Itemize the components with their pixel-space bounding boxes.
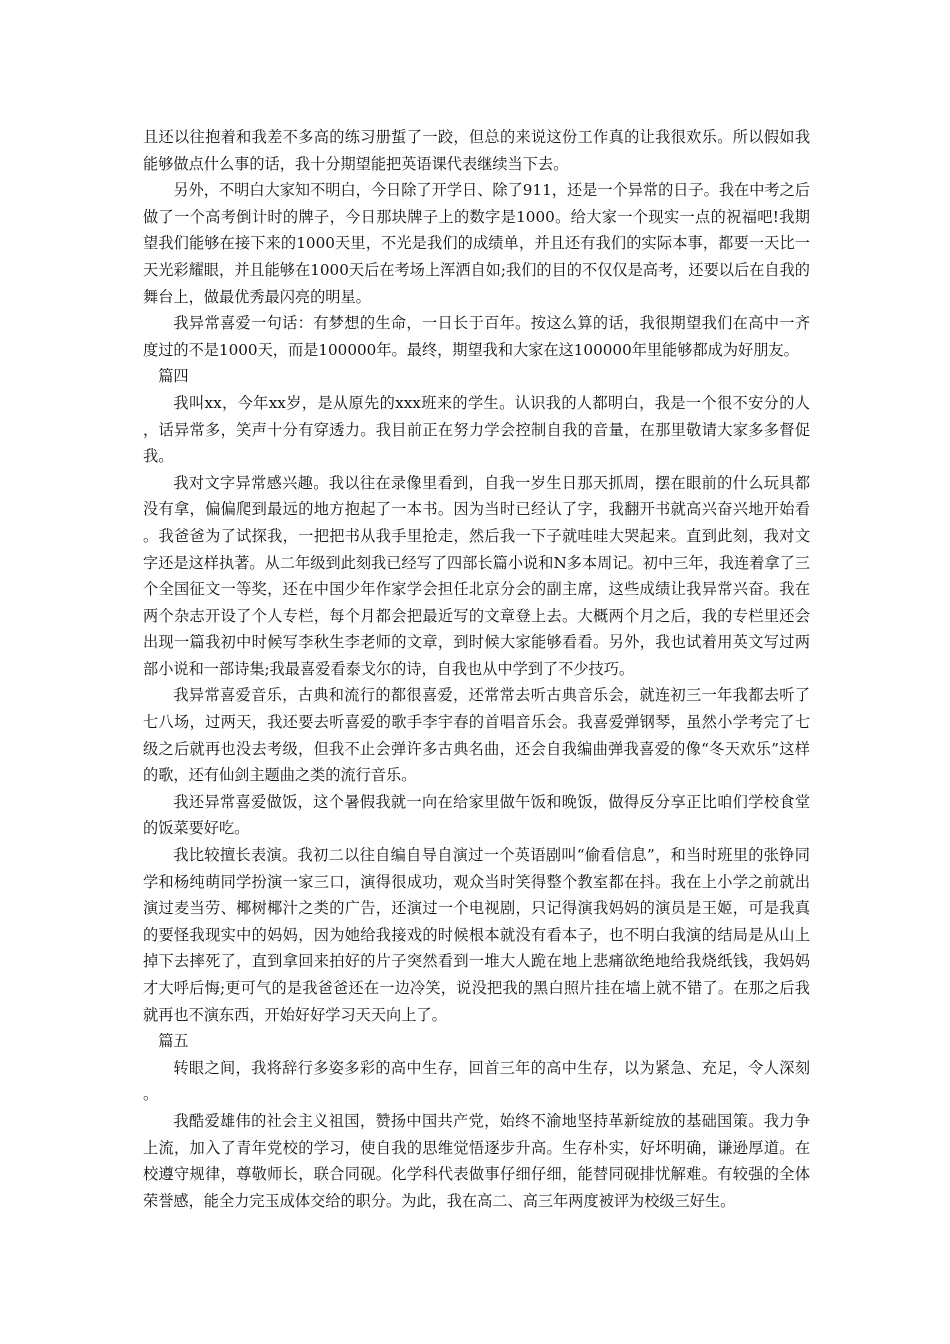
section-heading: 篇五: [158, 1032, 189, 1051]
paragraph: 我对文字异常感兴趣。我以往在录像里看到，自我一岁生日那天抓周，摆在眼前的什么玩具都没有拿，偏偏爬到最远的地方抱起了一本书。因为当时已经认了字，我翻开书就高兴奋兴地开始看。我爸爸为了试探我，一把把书从我手里抢走，然后我一下子就哇哇大哭起来。直到此刻，我对文字还是这样执著。从二年级到此刻我已经写了四部长篇小说和N多本周记。初中三年，我连着拿了三个全国征文一等奖，还在中国少年作家学会担任北京分会的副主席，这些成绩让我异常兴奋。我在两个杂志开设了个人专栏，每个月都会把最近写的文章登上去。大概两个月之后，我的专栏里还会出现一篇我初中时候写李秋生李老师的文章，到时候大家能够看看。另外，我也试着用英文写过两部小说和一部诗集;我最喜爱看泰戈尔的诗，自我也从中学到了不少技巧。: [143, 473, 810, 678]
paragraph: 我比较擅长表演。我初二以往自编自导自演过一个英语剧叫“偷看信息”，和当时班里的张铮同学和杨纯萌同学扮演一家三口，演得很成功，观众当时笑得整个教室都在抖。我在上小学之前就出演过麦当劳、椰树椰汁之类的广告，还演过一个电视剧，只记得演我妈妈的演员是王姬，可是我真的要怪我现实中的妈妈，因为她给我接戏的时候根本就没有看本子，也不明白我演的结局是从山上掉下去摔死了，直到拿回来拍好的片子突然看到一堆大人跪在地上悲痛欲绝地给我烧纸钱，我妈妈才大呼后悔;更可气的是我爸爸还在一边冷笑，说没把我的黑白照片挂在墙上就不错了。在那之后我就再也不演东西，开始好好学习天天向上了。: [143, 846, 810, 1024]
paragraph: 我酷爱雄伟的社会主义祖国，赞扬中国共产党，始终不渝地坚持革新绽放的基础国策。我力争上流，加入了青年党校的学习，使自我的思维觉悟逐步升高。生存朴实，好坏明确，谦逊厚道。在校遵守规律，尊敬师长，联合同砚。化学科代表做事仔细仔细，能替同砚排忧解难。有较强的全体荣誉感，能全力完玉成体交给的职分。为此，我在高二、高三年两度被评为校级三好生。: [143, 1111, 810, 1210]
section-heading: 篇四: [158, 367, 189, 386]
paragraph: 我还异常喜爱做饭，这个暑假我就一向在给家里做午饭和晚饭，做得反分享正比咱们学校食堂的饭菜要好吃。: [143, 792, 810, 838]
paragraph: 我叫xx，今年xx岁，是从原先的xxx班来的学生。认识我的人都明白，我是一个很不安分的人，话异常多，笑声十分有穿透力。我目前正在努力学会控制自我的音量，在那里敬请大家多多督促我。: [143, 393, 810, 466]
paragraph: 另外，不明白大家知不明白，今日除了开学日、除了911，还是一个异常的日子。我在中考之后做了一个高考倒计时的牌子，今日那块牌子上的数字是1000。给大家一个现实一点的祝福吧!我期望我们能够在接下来的1000天里，不光是我们的成绩单，并且还有我们的实际本事，都要一天比一天光彩耀眼，并且能够在1000天后在考场上浑洒自如;我们的目的不仅仅是高考，还要以后在自我的舞台上，做最优秀最闪亮的明星。: [143, 181, 810, 306]
paragraph: 我异常喜爱音乐，古典和流行的都很喜爱，还常常去听古典音乐会，就连初三一年我都去听了七八场，过两天，我还要去听喜爱的歌手李宇春的首唱音乐会。我喜爱弹钢琴，虽然小学考完了七级之后就再也没去考级，但我不止会弹许多古典名曲，还会自我编曲弹我喜爱的像“冬天欢乐”这样的歌，还有仙剑主题曲之类的流行音乐。: [143, 686, 810, 785]
paragraph: 转眼之间，我将辞行多姿多彩的高中生存，回首三年的高中生存，以为紧急、充足，令人深刻。: [143, 1058, 810, 1104]
paragraph: 且还以往抱着和我差不多高的练习册蜇了一跤，但总的来说这份工作真的让我很欢乐。所以假如我能够做点什么事的话，我十分期望能把英语课代表继续当下去。: [143, 128, 810, 173]
document-body: [143, 124, 810, 1214]
paragraph: 我异常喜爱一句话：有梦想的生命，一日长于百年。按这么算的话，我很期望我们在高中一齐度过的不是1000天，而是100000年。最终，期望我和大家在这100000年里能够都成为好朋友。: [143, 314, 810, 359]
